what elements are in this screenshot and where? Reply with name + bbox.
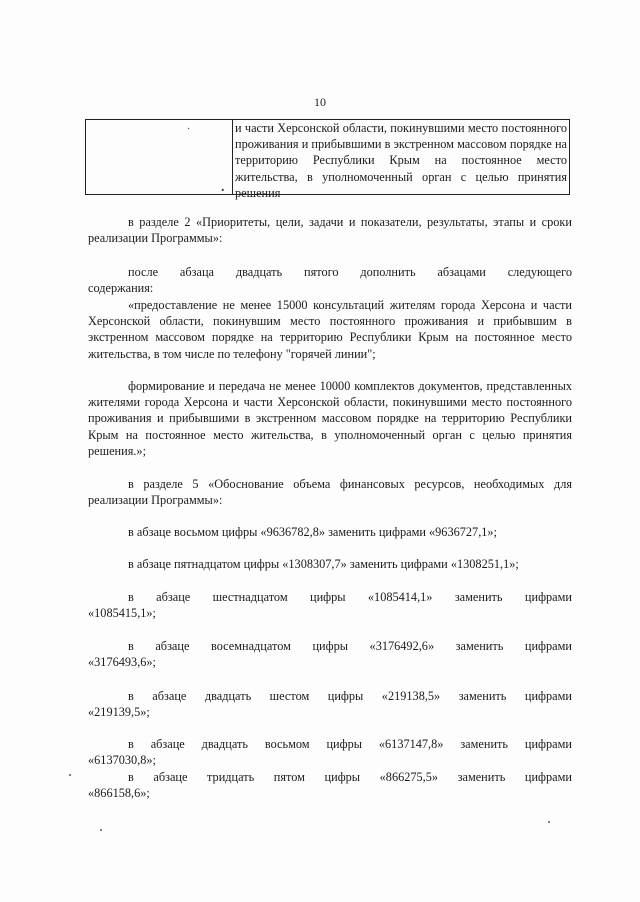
paragraph-twenty-eighth-line1: в абзаце двадцать восьмом цифры «6137147,8» заменить цифрами bbox=[128, 737, 572, 751]
paragraph-twenty-sixth-line1: в абзаце двадцать шестом цифры «219138,5» заменить цифрами bbox=[128, 689, 572, 703]
paragraph-twenty-sixth-line2: «219139,5»; bbox=[88, 705, 150, 720]
scan-speck bbox=[100, 829, 102, 831]
document-table bbox=[85, 119, 570, 200]
scan-speck bbox=[548, 821, 550, 823]
table-column-divider bbox=[232, 120, 233, 194]
paragraph-thirty-fifth-line1: в абзаце тридцать пятом цифры «866275,5» заменить цифрами bbox=[128, 770, 572, 784]
paragraph-fifteenth: в абзаце пятнадцатом цифры «1308307,7» заменить цифрами «1308251,1»; bbox=[128, 557, 519, 571]
paragraph-eighteenth-line1: в абзаце восемнадцатом цифры «3176492,6» заменить цифрами bbox=[128, 639, 572, 653]
paragraph-quote-consultations: «предоставление не менее 15000 консультаций жителям города Херсона и части Херсонской области, покинувшим место постоянного проживания и прибывшим в экстренном массовом порядке на территорию Республики Крым на постоянное место жительства, в том числе по телефону "горячей линии"; bbox=[88, 298, 572, 361]
paragraph-section-2: в разделе 2 «Приоритеты, цели, задачи и показатели, результаты, этапы и сроки реализации Программы»: bbox=[88, 215, 572, 246]
paragraph-twenty-eighth-line2: «6137030,8»; bbox=[88, 753, 156, 768]
paragraph-twenty-sixth bbox=[88, 688, 572, 720]
page-number: 10 bbox=[314, 95, 326, 109]
paragraph-sixteenth bbox=[88, 589, 572, 621]
paragraph-add-after-line1: после абзаца двадцать пятого дополнить абзацами следующего bbox=[128, 265, 572, 279]
paragraph-section-5: в разделе 5 «Обоснование объема финансовых ресурсов, необходимых для реализации Программы»: bbox=[88, 477, 572, 508]
paragraph-eighteenth-line2: «3176493,6»; bbox=[88, 655, 156, 670]
table-right-cell-text: и части Херсонской области, покинувшими место постоянного проживания и прибывшими в экстренном массовом порядке на территорию Республики Крым на постоянное место жительства, в уполномоченный орган с целью принятия решения bbox=[235, 121, 567, 200]
table-left-cell-mark: · bbox=[187, 124, 191, 135]
paragraph-add-after-line2: содержания: bbox=[88, 281, 154, 296]
paragraph-sixteenth-line2: «1085415,1»; bbox=[88, 606, 156, 621]
table-bottom-mark: . bbox=[221, 180, 225, 195]
scan-speck bbox=[69, 774, 71, 776]
paragraph-eighth: в абзаце восьмом цифры «9636782,8» заменить цифрами «9636727,1»; bbox=[128, 525, 497, 539]
paragraph-thirty-fifth-line2: «866158,6»; bbox=[88, 786, 150, 801]
paragraph-documents-transfer: формирование и передача не менее 10000 комплектов документов, представленных жителями города Херсона и части Херсонской области, покинувшими место постоянного проживания и прибывшими в экстренном массовом порядке на территорию Республики Крым на постоянное место жительства, в уполномоченный орган с целью принятия решения.»; bbox=[88, 379, 572, 458]
paragraph-twenty-eighth bbox=[88, 736, 572, 768]
paragraph-thirty-fifth bbox=[88, 769, 572, 801]
paragraph-sixteenth-line1: в абзаце шестнадцатом цифры «1085414,1» заменить цифрами bbox=[128, 590, 572, 604]
paragraph-eighteenth bbox=[88, 638, 572, 670]
paragraph-add-after bbox=[88, 264, 572, 296]
